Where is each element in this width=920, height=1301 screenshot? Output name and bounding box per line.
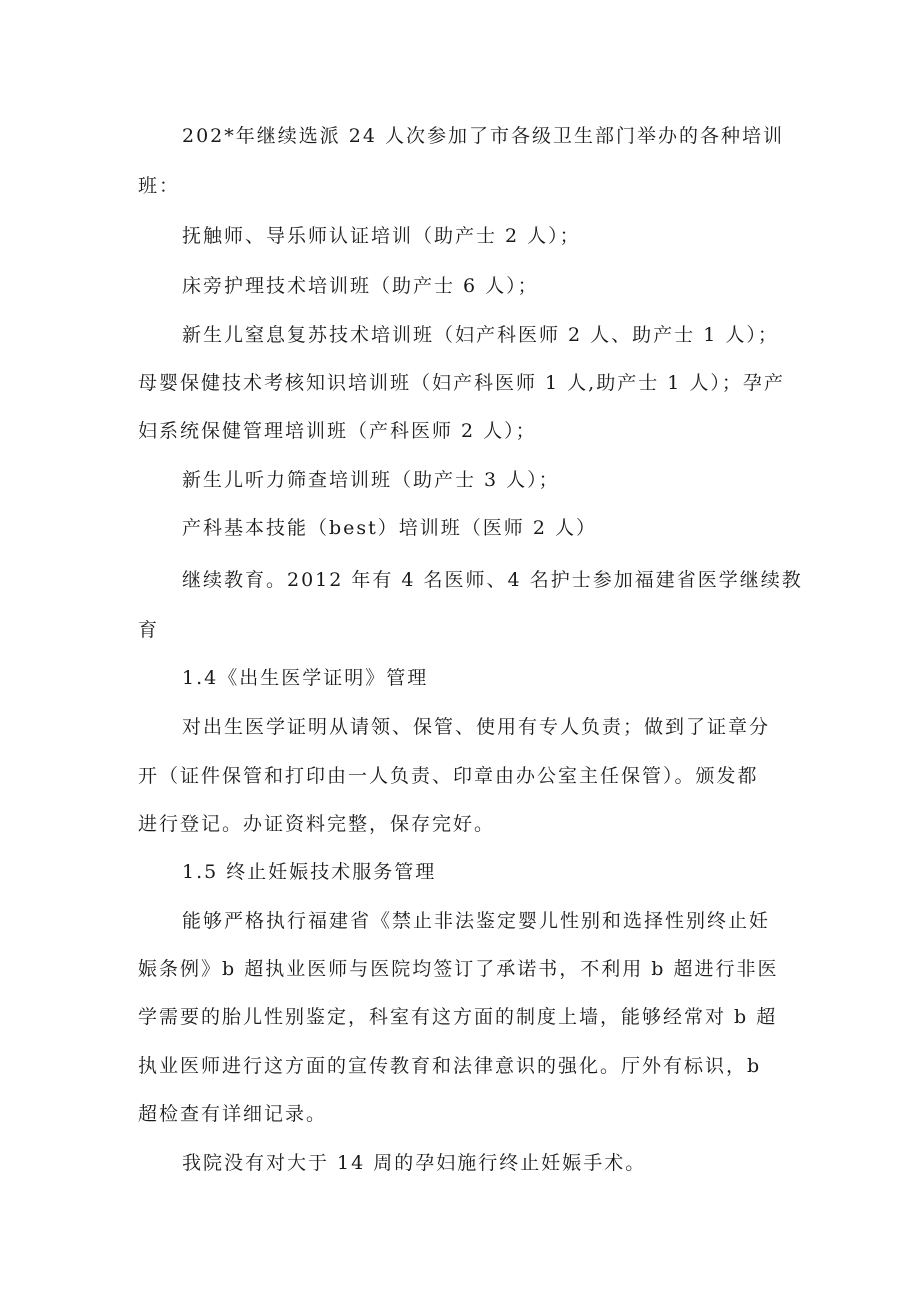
- para-birth-certificate-line1: 对出生医学证明从请领、保管、使用有专人负责；做到了证章分: [182, 716, 771, 738]
- training-item-maternal-health-line2: 妇系统保健管理培训班（产科医师 2 人）；: [138, 420, 537, 442]
- section-heading-1-5: 1.5 终止妊娠技术服务管理: [182, 861, 437, 883]
- para-termination-line2: 娠条例》b 超执业医师与医院均签订了承诺书，不利用 b 超进行非医: [138, 958, 779, 980]
- para-termination-line5: 超检查有详细记录。: [138, 1103, 328, 1125]
- para-continuing-education-line2: 育: [138, 619, 160, 641]
- section-heading-1-4: 1.4《出生医学证明》管理: [182, 667, 429, 689]
- para-continuing-education-line1: 继续教育。2012 年有 4 名医师、4 名护士参加福建省医学继续教: [182, 569, 803, 591]
- para-birth-certificate-line2: 开（证件保管和打印由一人负责、印章由办公室主任保管）。颁发都: [138, 765, 759, 787]
- training-item-basic-skills: 产科基本技能（best）培训班（医师 2 人）: [182, 517, 597, 539]
- training-item-touch: 抚触师、导乐师认证培训（助产士 2 人）；: [182, 225, 581, 247]
- training-item-bedside: 床旁护理技术培训班（助产士 6 人）；: [182, 275, 539, 297]
- para-termination-line4: 执业医师进行这方面的宣传教育和法律意识的强化。厅外有标识，b: [138, 1055, 762, 1077]
- para-termination-line3: 学需要的胎儿性别鉴定，科室有这方面的制度上墙，能够经常对 b 超: [138, 1006, 778, 1028]
- para-training-intro-line2: 班：: [138, 175, 181, 197]
- para-birth-certificate-line3: 进行登记。办证资料完整，保存完好。: [138, 813, 496, 835]
- training-item-neonatal-resuscitation: 新生儿窒息复苏技术培训班（妇产科医师 2 人、助产士 1 人）；: [182, 324, 779, 346]
- para-training-intro-line1: 202*年继续选派 24 人次参加了市各级卫生部门举办的各种培训: [182, 125, 785, 147]
- training-item-hearing-screening: 新生儿听力筛查培训班（助产士 3 人）；: [182, 469, 560, 491]
- training-item-maternal-health-line1: 母婴保健技术考核知识培训班（妇产科医师 1 人,助产士 1 人）；孕产: [138, 372, 785, 394]
- para-termination-line1: 能够严格执行福建省《禁止非法鉴定婴儿性别和选择性别终止妊: [182, 910, 771, 932]
- para-no-termination-over-14-weeks: 我院没有对大于 14 周的孕妇施行终止妊娠手术。: [182, 1152, 647, 1174]
